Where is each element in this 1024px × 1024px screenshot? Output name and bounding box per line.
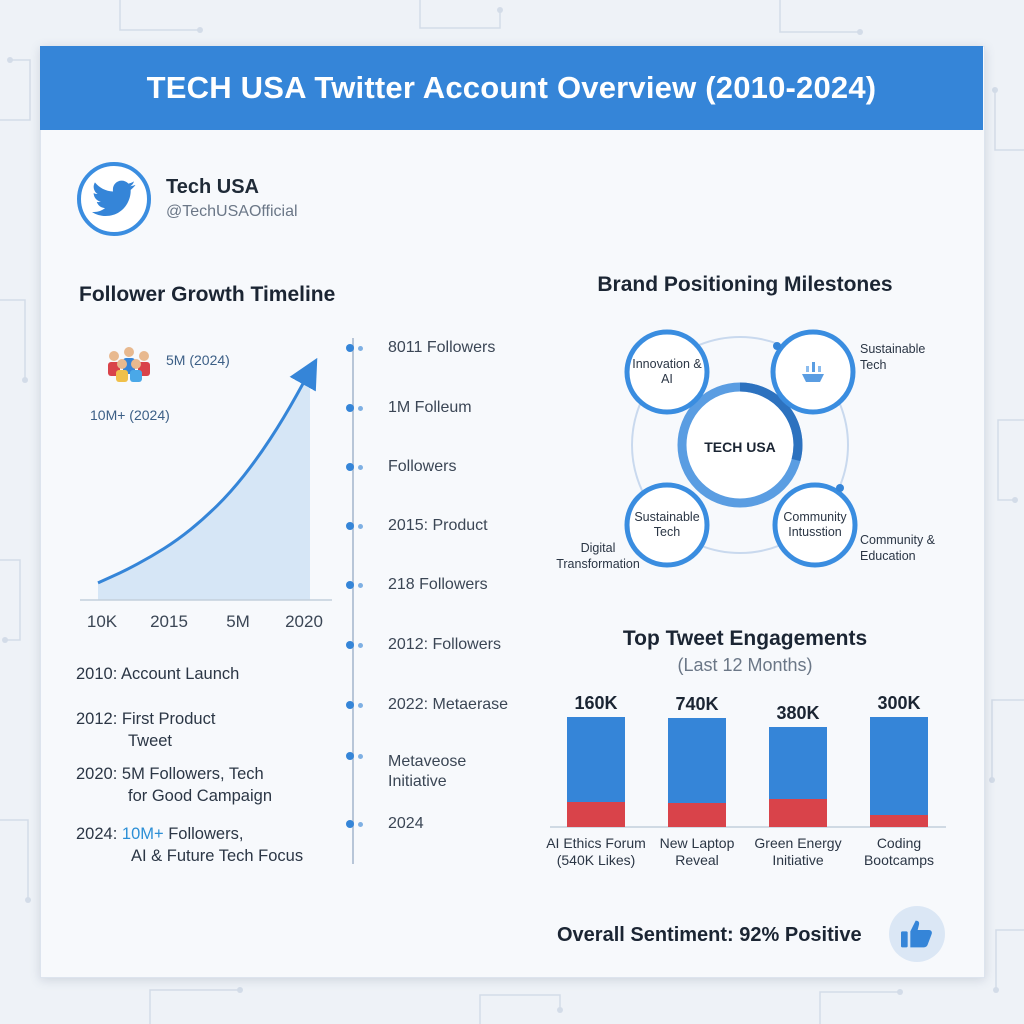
milestone-text: for Good Campaign <box>128 787 272 805</box>
timeline-label: Followers <box>388 458 457 475</box>
timeline-label: 2022: Metaerase <box>388 696 509 713</box>
timeline-item <box>346 574 488 596</box>
node-label-innovation: Innovation & AI <box>632 357 702 386</box>
milestone-year: 2020: <box>76 765 118 783</box>
timeline-label: 2012: Followers <box>388 636 501 653</box>
timeline-item <box>346 752 478 790</box>
profile-handle: @TechUSAOfficial <box>166 203 298 220</box>
growth-callout-left: 10M+ (2024) <box>90 407 170 423</box>
thumbs-up-icon <box>889 906 945 962</box>
timeline-item <box>346 634 501 656</box>
bar-value-label: 380K <box>776 703 820 723</box>
title-banner <box>40 46 983 130</box>
timeline-label: 8011 Followers <box>388 339 496 356</box>
milestone-year: 2012: <box>76 710 118 728</box>
growth-title: Follower Growth Timeline <box>79 283 336 306</box>
page-title: TECH USA Twitter Account Overview (2010-2024) <box>146 70 877 105</box>
timeline-dot-icon <box>346 581 378 589</box>
timeline-dot-icon <box>346 820 378 828</box>
timeline-label: 218 Followers <box>388 576 488 593</box>
bar-segment-red <box>769 799 827 827</box>
outer-label-community: Community & Education <box>860 533 936 563</box>
sentiment-text: Overall Sentiment: 92% Positive <box>557 924 862 946</box>
timeline-dot-icon <box>346 463 378 471</box>
timeline-item <box>346 694 508 716</box>
milestone-year: 2010: <box>76 665 118 683</box>
bar-segment-red <box>567 802 625 827</box>
node-label-community: Community Intusstion <box>783 510 847 539</box>
milestone-2010 <box>76 663 239 685</box>
milestone-text: 5M Followers, Tech <box>121 765 264 783</box>
milestone-text: Tweet <box>128 732 173 750</box>
timeline-dot-icon <box>346 404 378 412</box>
timeline-label: 2015: Product <box>388 517 488 534</box>
bar-value-label: 740K <box>675 694 719 714</box>
bar-category-label: AI Ethics Forum (540K Likes) <box>546 835 646 868</box>
bar-value-label: 300K <box>877 693 921 713</box>
timeline-item <box>346 337 495 359</box>
milestone-2012 <box>76 708 215 752</box>
milestone-year: 2024: <box>76 825 118 843</box>
milestone-text: AI & Future Tech Focus <box>131 847 304 865</box>
timeline-dot-icon <box>346 752 378 760</box>
milestone-2020 <box>76 763 272 807</box>
milestone-text: Followers, <box>168 825 244 843</box>
timeline-dot-icon <box>346 522 378 530</box>
timeline-item <box>346 456 456 478</box>
timeline-item <box>346 397 472 419</box>
timeline-label: Metaveose Initiative <box>388 753 467 790</box>
milestone-2024 <box>76 823 303 867</box>
tweets-subtitle: (Last 12 Months) <box>677 655 813 675</box>
bar-segment-blue <box>567 717 625 802</box>
timeline-item <box>346 813 424 835</box>
growth-x-tick-label: 5M <box>226 612 250 631</box>
growth-x-tick-label: 10K <box>86 612 118 631</box>
bar-category-label: Coding Bootcamps <box>863 835 935 868</box>
milestone-text: First Product <box>121 710 216 728</box>
timeline-dot-icon <box>346 701 378 709</box>
bar-category-label: Green Energy Initiative <box>754 835 842 868</box>
orbit-dot <box>773 342 781 350</box>
brand-title: Brand Positioning Milestones <box>597 273 893 296</box>
bar-segment-blue <box>769 727 827 799</box>
growth-x-tick-label: 2015 <box>150 612 188 631</box>
bar-segment-red <box>870 815 928 827</box>
bar-segment-blue <box>668 718 726 803</box>
timeline-item <box>346 515 488 537</box>
orbit-dot <box>836 484 844 492</box>
bar-segment-blue <box>870 717 928 815</box>
timeline-label: 2024 <box>388 815 424 832</box>
brand-center-label: TECH USA <box>704 439 776 455</box>
bar-segment-red <box>668 803 726 827</box>
bar-category-label: New Laptop Reveal <box>659 835 735 868</box>
profile-name: Tech USA <box>166 176 259 198</box>
outer-label-digital: Digital Transformation <box>556 541 640 571</box>
milestone-text: Account Launch <box>120 665 240 683</box>
bar-value-label: 160K <box>574 693 618 713</box>
growth-callout-top: 5M (2024) <box>166 352 230 368</box>
outer-label-sustainable: Sustainable Tech <box>860 342 926 372</box>
milestone-highlight: 10M+ <box>121 825 164 843</box>
timeline-dot-icon <box>346 641 378 649</box>
timeline-dot-icon <box>346 344 378 352</box>
tweets-title: Top Tweet Engagements <box>622 627 868 650</box>
growth-x-tick-label: 2020 <box>285 612 323 631</box>
growth-area <box>98 371 310 600</box>
follower-growth-chart <box>70 340 340 640</box>
node-label-sustainable: Sustainable Tech <box>634 510 700 539</box>
twitter-bird-icon <box>77 162 151 236</box>
timeline-label: 1M Folleum <box>388 399 472 416</box>
